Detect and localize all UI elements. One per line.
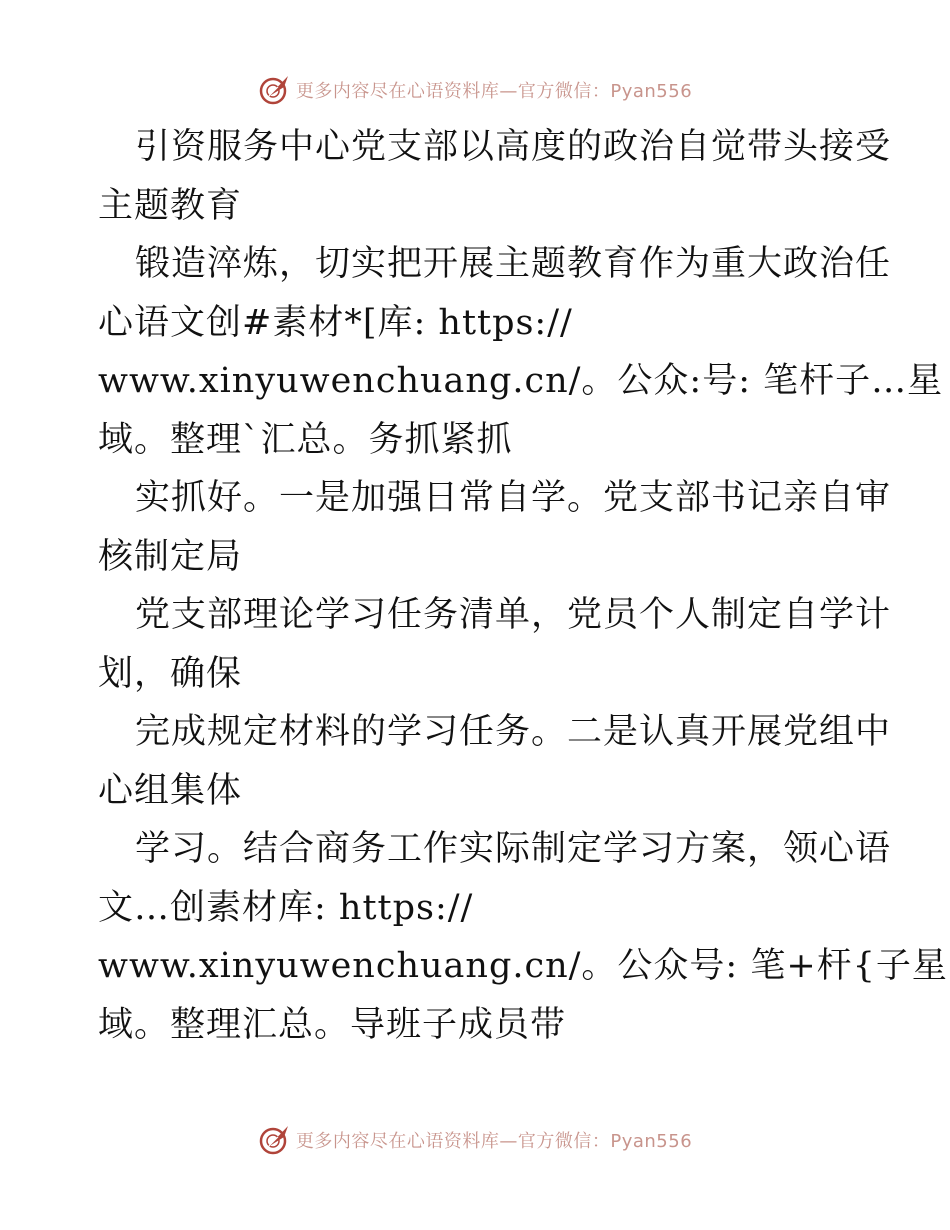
text-line: 学习。结合商务工作实际制定学习方案，领心语 (135, 829, 892, 869)
text-line: 心语文创#素材*[库: https:// (98, 302, 573, 343)
text-line: 实抓好。一是加强日常自学。党支部书记亲自审 (135, 478, 892, 518)
footer-banner-text: 更多内容尽在心语资料库—官方微信：Pyan556 (295, 1131, 693, 1152)
header-banner-text: 更多内容尽在心语资料库—官方微信：Pyan556 (295, 81, 693, 102)
paragraph-5 (98, 703, 892, 820)
text-line: 心组集体 (98, 770, 243, 811)
footer-banner (0, 1120, 950, 1160)
text-line: 引资服务中心党支部以高度的政治自觉带头接受 (135, 127, 892, 167)
text-line: 主题教育 (98, 185, 243, 226)
quill-logo-icon (258, 1123, 292, 1157)
text-line: 锻造淬炼，切实把开展主题教育作为重大政治任 (135, 244, 892, 284)
paragraph-4 (98, 586, 892, 703)
paragraph-1 (98, 118, 892, 235)
paragraph-3 (98, 469, 892, 586)
text-line: 文…创素材库: https:// (98, 887, 474, 928)
text-line: 划，确保 (98, 653, 243, 694)
text-line: www.xinyuwenchuang.cn/。公众号: 笔+杆{子星 (98, 946, 948, 986)
document-body (98, 118, 948, 1054)
paragraph-2 (98, 235, 944, 469)
text-line: 域。整理`汇总。务抓紧抓 (98, 419, 513, 460)
paragraph-6 (98, 820, 948, 1054)
text-line: www.xinyuwenchuang.cn/。公众:号: 笔杆子…星 (98, 361, 944, 401)
text-line: 域。整理汇总。导班子成员带 (98, 1004, 567, 1045)
text-line: 核制定局 (98, 536, 243, 577)
text-line: 党支部理论学习任务清单，党员个人制定自学计 (135, 595, 892, 635)
header-banner (0, 70, 950, 110)
text-line: 完成规定材料的学习任务。二是认真开展党组中 (135, 712, 892, 752)
quill-logo-icon (258, 73, 292, 107)
